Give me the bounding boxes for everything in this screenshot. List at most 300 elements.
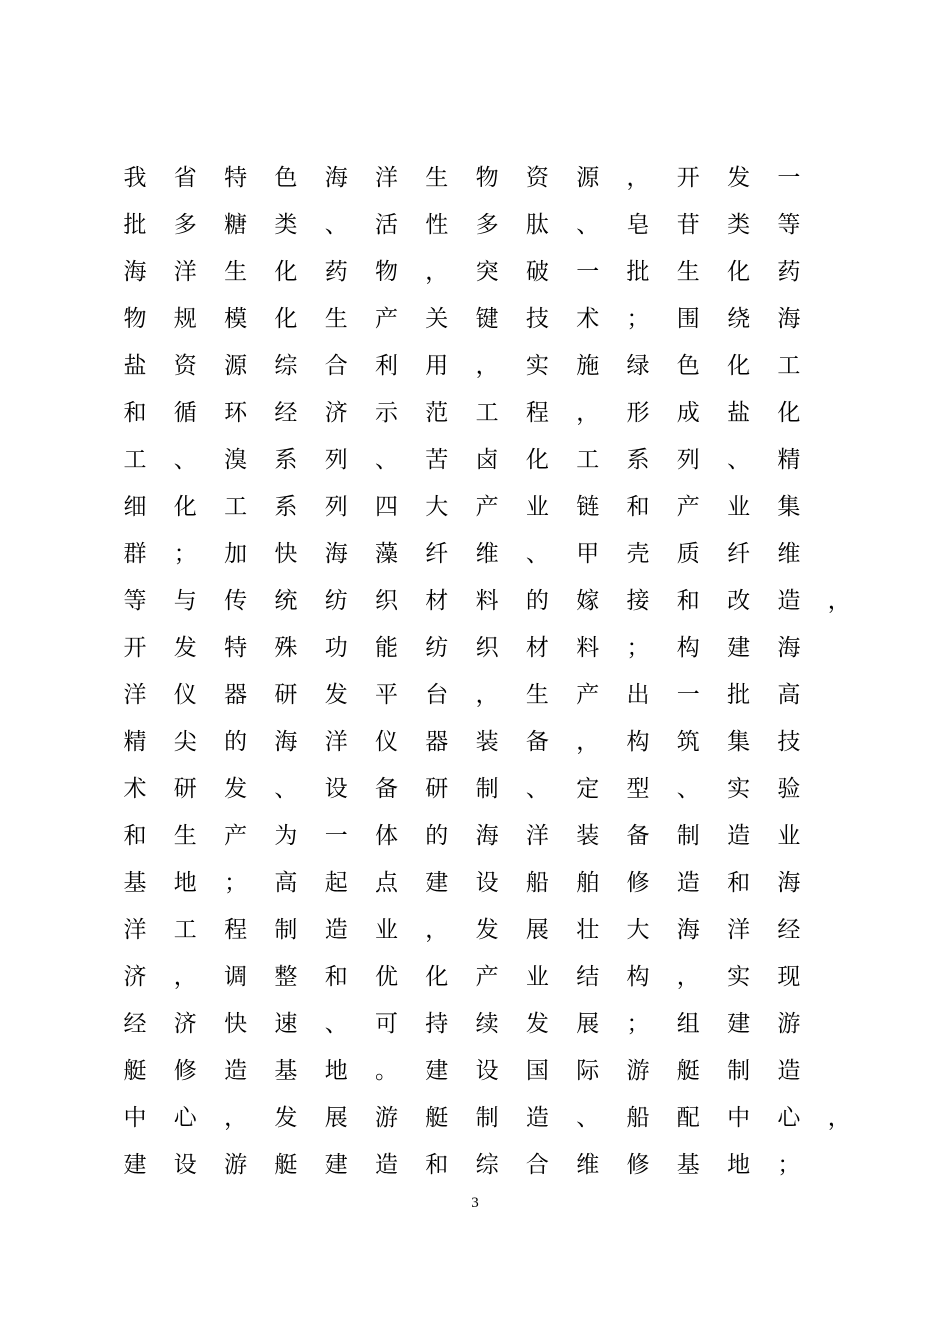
text-line	[112, 1096, 872, 1143]
text-char: 现	[777, 964, 801, 990]
text-char: 业	[777, 823, 801, 849]
text-char: 活	[375, 212, 398, 238]
text-char: 形	[626, 400, 650, 426]
text-char: 设	[475, 870, 499, 896]
text-char: ；	[173, 541, 197, 567]
text-line	[112, 203, 872, 250]
text-char: ；	[626, 635, 650, 661]
text-char: 备	[375, 776, 398, 802]
text-line	[112, 579, 872, 626]
text-char: 物	[375, 259, 398, 285]
text-char: 游	[777, 1011, 801, 1037]
text-char: 济	[173, 1011, 197, 1037]
text-char: 台	[425, 682, 449, 708]
text-char: 施	[576, 353, 600, 379]
text-char: 等	[777, 212, 801, 238]
text-char: ，	[425, 259, 449, 285]
text-char: 构	[626, 964, 650, 990]
text-line	[112, 767, 872, 814]
text-char: 药	[777, 259, 801, 285]
text-char: 洋	[375, 165, 398, 191]
text-char: 地	[727, 1152, 751, 1178]
text-char: 调	[224, 964, 248, 990]
text-char: 海	[123, 259, 147, 285]
text-char: 一	[324, 823, 348, 849]
text-char: 资	[525, 165, 549, 191]
text-char: 展	[576, 1011, 600, 1037]
text-char: 范	[425, 400, 449, 426]
text-char: 藻	[375, 541, 398, 567]
text-char: 大	[626, 917, 650, 943]
text-char: 为	[274, 823, 298, 849]
text-char: 海	[475, 823, 499, 849]
text-char: 成	[676, 400, 700, 426]
text-char: 制	[274, 917, 298, 943]
text-char: 海	[324, 541, 348, 567]
text-char: 研	[173, 776, 197, 802]
text-char: 海	[324, 165, 348, 191]
text-char: 殊	[274, 635, 298, 661]
text-char: ；	[626, 306, 650, 332]
text-char: ；	[626, 1011, 650, 1037]
text-char: 建	[425, 1058, 449, 1084]
text-char: 甲	[576, 541, 600, 567]
text-char: 快	[274, 541, 298, 567]
text-char: 材	[525, 635, 549, 661]
text-char: 起	[324, 870, 348, 896]
text-line	[112, 297, 872, 344]
text-char: 济	[324, 400, 348, 426]
text-char: 键	[475, 306, 499, 332]
text-char: 苦	[425, 447, 449, 473]
text-char: ，	[475, 353, 499, 379]
text-char: ，	[425, 917, 449, 943]
text-char: 纤	[727, 541, 751, 567]
text-char: 建	[727, 1011, 751, 1037]
text-char: 造	[727, 823, 751, 849]
text-char: 开	[676, 165, 700, 191]
text-char: 整	[274, 964, 298, 990]
text-char: 造	[676, 870, 700, 896]
text-char: 地	[173, 870, 197, 896]
text-char: 溴	[224, 447, 248, 473]
text-char: 定	[576, 776, 600, 802]
text-char: 经	[777, 917, 801, 943]
text-char: 海	[676, 917, 700, 943]
text-char: 快	[224, 1011, 248, 1037]
text-char: 多	[475, 212, 499, 238]
text-char: 群	[123, 541, 147, 567]
text-char: 盐	[727, 400, 751, 426]
text-char: 、	[727, 447, 751, 473]
text-char: 构	[626, 729, 650, 755]
text-char: 产	[224, 823, 248, 849]
text-char: 多	[173, 212, 197, 238]
text-char: 船	[525, 870, 549, 896]
text-char: 出	[626, 682, 650, 708]
text-char: 洋	[525, 823, 549, 849]
text-char: 生	[173, 823, 197, 849]
text-char: 基	[274, 1058, 298, 1084]
text-char: 集	[777, 494, 801, 520]
text-char: 生	[224, 259, 248, 285]
text-char: ，	[475, 682, 499, 708]
text-char: 特	[224, 165, 248, 191]
text-char: 绿	[626, 353, 650, 379]
text-char: 和	[324, 964, 348, 990]
text-char: 和	[676, 588, 700, 614]
text-char: 产	[375, 306, 398, 332]
text-char: 系	[274, 447, 298, 473]
text-char: 基	[123, 870, 147, 896]
text-char: 产	[676, 494, 700, 520]
text-char: 传	[224, 588, 248, 614]
text-char: 织	[375, 588, 398, 614]
text-char: 洋	[727, 917, 751, 943]
text-char: 艇	[425, 1105, 449, 1131]
text-char: 盐	[123, 353, 147, 379]
text-char: 可	[375, 1011, 398, 1037]
text-char: 续	[475, 1011, 499, 1037]
text-char: 产	[576, 682, 600, 708]
text-char: 链	[576, 494, 600, 520]
text-char: 纤	[425, 541, 449, 567]
text-char: 技	[777, 729, 801, 755]
text-char: 糖	[224, 212, 248, 238]
text-char: 造	[224, 1058, 248, 1084]
text-char: 发	[173, 635, 197, 661]
text-char: 业	[375, 917, 398, 943]
text-char: 造	[375, 1152, 398, 1178]
text-char: 济	[123, 964, 147, 990]
text-char: 合	[525, 1152, 549, 1178]
text-char: 结	[576, 964, 600, 990]
text-char: 构	[676, 635, 700, 661]
text-char: 物	[123, 306, 147, 332]
text-char: 建	[324, 1152, 348, 1178]
text-char: 统	[274, 588, 298, 614]
text-char: 仪	[375, 729, 398, 755]
text-char: 型	[626, 776, 650, 802]
text-char: 、	[375, 447, 398, 473]
text-char: 地	[324, 1058, 348, 1084]
text-char: 材	[425, 588, 449, 614]
text-char: 纺	[425, 635, 449, 661]
text-char: 、	[324, 212, 348, 238]
text-char: 发	[224, 776, 248, 802]
text-char: ，	[827, 1105, 851, 1131]
text-char: 游	[375, 1105, 398, 1131]
text-char: 大	[425, 494, 449, 520]
text-line	[112, 673, 872, 720]
text-char: 修	[626, 870, 650, 896]
text-char: 体	[375, 823, 398, 849]
text-char: 基	[676, 1152, 700, 1178]
text-char: 我	[123, 165, 147, 191]
text-char: 苷	[676, 212, 700, 238]
text-char: ；	[224, 870, 248, 896]
text-char: 精	[777, 447, 801, 473]
text-char: 产	[475, 964, 499, 990]
text-char: 备	[525, 729, 549, 755]
text-char: ；	[777, 1152, 801, 1178]
text-char: 游	[626, 1058, 650, 1084]
text-char: 建	[727, 635, 751, 661]
text-char: 装	[576, 823, 600, 849]
text-char: 批	[123, 212, 147, 238]
text-char: 综	[475, 1152, 499, 1178]
text-char: 壮	[576, 917, 600, 943]
text-char: 设	[475, 1058, 499, 1084]
text-char: 化	[727, 259, 751, 285]
text-char: 功	[324, 635, 348, 661]
text-char: 系	[626, 447, 650, 473]
text-char: 改	[727, 588, 751, 614]
text-char: 修	[173, 1058, 197, 1084]
text-char: 经	[123, 1011, 147, 1037]
text-char: ，	[576, 400, 600, 426]
text-char: 示	[375, 400, 398, 426]
text-char: 环	[224, 400, 248, 426]
text-char: 维	[576, 1152, 600, 1178]
text-line	[112, 344, 872, 391]
text-char: 配	[676, 1105, 700, 1131]
text-char: 合	[324, 353, 348, 379]
text-char: 生	[425, 165, 449, 191]
text-char: 术	[576, 306, 600, 332]
text-char: 一	[777, 165, 801, 191]
text-char: 一	[576, 259, 600, 285]
text-char: 源	[224, 353, 248, 379]
text-char: 设	[173, 1152, 197, 1178]
text-char: 和	[727, 870, 751, 896]
text-char: 系	[274, 494, 298, 520]
text-char: 海	[274, 729, 298, 755]
text-char: 洋	[123, 917, 147, 943]
text-char: 接	[626, 588, 650, 614]
text-char: 展	[324, 1105, 348, 1131]
text-char: 皂	[626, 212, 650, 238]
text-char: ，	[224, 1105, 248, 1131]
text-char: 和	[626, 494, 650, 520]
text-char: 业	[727, 494, 751, 520]
text-char: 心	[173, 1105, 197, 1131]
text-char: 的	[525, 588, 549, 614]
text-char: 经	[274, 400, 298, 426]
text-char: 发	[324, 682, 348, 708]
text-char: 类	[274, 212, 298, 238]
text-char: 研	[274, 682, 298, 708]
text-line	[112, 532, 872, 579]
text-char: 工	[576, 447, 600, 473]
text-char: 、	[525, 541, 549, 567]
text-char: 的	[425, 823, 449, 849]
text-char: 细	[123, 494, 147, 520]
text-char: 源	[576, 165, 600, 191]
text-char: ，	[626, 165, 650, 191]
text-char: 批	[727, 682, 751, 708]
text-char: 造	[777, 588, 801, 614]
text-line	[112, 1049, 872, 1096]
text-char: 绕	[727, 306, 751, 332]
text-char: 国	[525, 1058, 549, 1084]
text-char: 技	[525, 306, 549, 332]
text-char: 质	[676, 541, 700, 567]
text-char: 发	[727, 165, 751, 191]
text-char: 修	[626, 1152, 650, 1178]
text-char: 生	[525, 682, 549, 708]
text-char: 能	[375, 635, 398, 661]
text-char: 展	[525, 917, 549, 943]
text-char: 规	[173, 306, 197, 332]
text-char: 造	[525, 1105, 549, 1131]
text-char: 造	[324, 917, 348, 943]
text-char: 制	[475, 1105, 499, 1131]
body-text	[112, 156, 872, 1190]
text-line	[112, 1143, 872, 1190]
text-char: ，	[827, 588, 851, 614]
text-char: 海	[777, 306, 801, 332]
text-char: 、	[576, 1105, 600, 1131]
text-char: 生	[676, 259, 700, 285]
text-char: 生	[324, 306, 348, 332]
text-char: 和	[123, 400, 147, 426]
text-char: 工	[224, 494, 248, 520]
text-char: 维	[475, 541, 499, 567]
text-char: 和	[123, 823, 147, 849]
text-char: 、	[525, 776, 549, 802]
text-char: 、	[324, 1011, 348, 1037]
text-char: 组	[676, 1011, 700, 1037]
text-char: 色	[676, 353, 700, 379]
text-char: ，	[576, 729, 600, 755]
text-line	[112, 391, 872, 438]
text-char: 等	[123, 588, 147, 614]
text-char: 验	[777, 776, 801, 802]
text-char: 备	[626, 823, 650, 849]
text-char: 一	[676, 682, 700, 708]
text-char: 业	[525, 964, 549, 990]
text-char: 料	[576, 635, 600, 661]
text-char: 和	[425, 1152, 449, 1178]
text-line	[112, 908, 872, 955]
text-char: 业	[525, 494, 549, 520]
text-char: 尖	[173, 729, 197, 755]
text-char: 围	[676, 306, 700, 332]
text-line	[112, 861, 872, 908]
text-char: 实	[525, 353, 549, 379]
text-char: 制	[727, 1058, 751, 1084]
text-char: 省	[173, 165, 197, 191]
text-char: 破	[525, 259, 549, 285]
text-char: 艇	[676, 1058, 700, 1084]
text-char: 织	[475, 635, 499, 661]
text-char: 循	[173, 400, 197, 426]
text-char: 化	[727, 353, 751, 379]
text-char: 、	[274, 776, 298, 802]
text-char: 工	[123, 447, 147, 473]
text-line	[112, 156, 872, 203]
text-char: 洋	[173, 259, 197, 285]
text-char: 优	[375, 964, 398, 990]
text-line	[112, 955, 872, 1002]
text-char: 海	[777, 870, 801, 896]
text-char: 化	[525, 447, 549, 473]
text-char: 设	[324, 776, 348, 802]
text-char: 装	[475, 729, 499, 755]
text-char: 洋	[324, 729, 348, 755]
text-char: 中	[727, 1105, 751, 1131]
text-char: 嫁	[576, 588, 600, 614]
text-char: 用	[425, 353, 449, 379]
text-char: 工	[173, 917, 197, 943]
page-number: 3	[471, 1195, 479, 1211]
text-char: 、	[676, 776, 700, 802]
text-char: 纺	[324, 588, 348, 614]
text-char: 物	[475, 165, 499, 191]
text-char: 制	[676, 823, 700, 849]
text-char: 筑	[676, 729, 700, 755]
text-char: 列	[324, 494, 348, 520]
text-char: 资	[173, 353, 197, 379]
text-char: 发	[274, 1105, 298, 1131]
text-char: 维	[777, 541, 801, 567]
text-char: 发	[525, 1011, 549, 1037]
text-char: 精	[123, 729, 147, 755]
text-char: 集	[727, 729, 751, 755]
text-char: 化	[274, 259, 298, 285]
text-line	[112, 626, 872, 673]
text-char: 色	[274, 165, 298, 191]
text-char: 船	[626, 1105, 650, 1131]
text-char: 点	[375, 870, 398, 896]
text-char: 产	[475, 494, 499, 520]
text-char: 模	[224, 306, 248, 332]
text-char: 批	[626, 259, 650, 285]
text-char: 工	[777, 353, 801, 379]
text-char: 、	[173, 447, 197, 473]
text-char: 列	[324, 447, 348, 473]
text-char: 速	[274, 1011, 298, 1037]
text-char: 造	[777, 1058, 801, 1084]
text-char: 高	[777, 682, 801, 708]
text-char: 程	[525, 400, 549, 426]
text-char: 建	[425, 870, 449, 896]
text-char: 四	[375, 494, 398, 520]
text-char: 实	[727, 776, 751, 802]
text-line	[112, 814, 872, 861]
text-line	[112, 250, 872, 297]
text-char: 中	[123, 1105, 147, 1131]
text-char: 艇	[123, 1058, 147, 1084]
text-char: 料	[475, 588, 499, 614]
text-char: 研	[425, 776, 449, 802]
text-char: 器	[425, 729, 449, 755]
text-char: 持	[425, 1011, 449, 1037]
text-char: 特	[224, 635, 248, 661]
text-line	[112, 485, 872, 532]
text-char: 高	[274, 870, 298, 896]
text-char: 化	[425, 964, 449, 990]
text-char: 列	[676, 447, 700, 473]
text-char: 舶	[576, 870, 600, 896]
text-char: 肽	[525, 212, 549, 238]
text-char: 壳	[626, 541, 650, 567]
text-char: 化	[777, 400, 801, 426]
text-char: 实	[727, 964, 751, 990]
text-line	[112, 720, 872, 767]
text-char: 器	[224, 682, 248, 708]
